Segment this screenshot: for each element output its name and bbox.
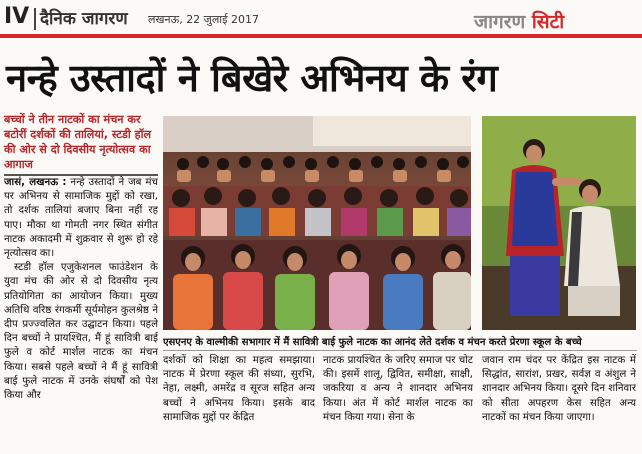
section-title [474, 8, 564, 34]
paragraph-1: नन्हे उस्तादों ने जब मंच पर अभिनय से सामाजिक मुद्दों को रखा, तो दर्शक तालियां बजाए बिना नहीं रह पाए। मौका था गोमती नगर स्थित संगीत नाटक अकादमी में शुक्रवार से शुरू हो रहे नृत्योत्सव का। [4, 177, 158, 260]
byline: जासं, लखनऊ : [4, 177, 67, 188]
section-title-part2: सिटी [531, 11, 565, 33]
photo-caption: एसएनए के वाल्मीकी सभागार में मैं सावित्री बाई फुले नाटक का आनंद लेते दर्शक व मंचन करते प्रेरणा स्कूल के बच्चे [163, 337, 582, 348]
article-column-3 [323, 354, 473, 452]
article-column-1 [4, 176, 158, 454]
section-title-part1: जागरण [474, 11, 526, 33]
column-2-text: दर्शकों को शिक्षा का महत्व समझाया। नाटक में प्रेरणा स्कूल की संध्या, सुरभि, नेहा, लक्ष्मी, अमरेंद्र व सूरज सहित अन्य बच्चों ने अभिनय किया। इसके बाद सामाजिक मुद्दों पर केंद्रित [163, 355, 315, 423]
page-number: IV [4, 4, 30, 29]
column-3-text: नाटक प्रायश्चित के जरिए समाज पर चोट की। इसमें शालू, द्विवित, समीक्षा, साक्षी, जकरिया व अन्य ने शानदार अभिनय किया। अंत में कोर्ट मार्शल नाटक का मंचन किया गया। सेना के [323, 355, 473, 423]
dateline: लखनऊ, 22 जुलाई 2017 [148, 13, 260, 26]
deck-summary: बच्चों ने तीन नाटकों का मंचन कर बटोरीं दर्शकों की तालियां, स्टडी हॉल की ओर से दो दिवसीय नृत्योत्सव का आगाज [4, 113, 152, 171]
paragraph-2: स्टडी हॉल एजुकेशनल फाउंडेशन के युवा मंच की ओर से दो दिवसीय नृत्य प्रतियोगिता का आयोजन किया। मुख्य अतिथि वरिष्ठ रंगकर्मी सूर्यमोहन कुलश्रेष्ठ ने दीप प्रज्ज्वलित कर उद्घाटन किया। पहले दिन बच्चों ने प्रायश्चित, मैं हूं सावित्री बाई फुले व कोर्ट मार्शल नाटक का मंचन किया। सबसे पहले बच्चों ने मैं हूं सावित्री बाई फुले नाटक में उनके संघर्षों को पेश किया और [4, 262, 158, 402]
caption-divider [163, 350, 637, 351]
masthead-rule [0, 34, 642, 38]
audience-photo [163, 116, 471, 330]
page-number-divider [34, 8, 36, 30]
headline: नन्हे उस्तादों ने बिखेरे अभिनय के रंग [6, 56, 498, 100]
performers-photo [482, 116, 636, 330]
article-column-2 [163, 354, 315, 452]
newspaper-name: दैनिक जागरण [40, 9, 128, 29]
article-column-4 [482, 354, 636, 452]
column-4-text: जवान राम चंदर पर केंद्रित इस नाटक में सिद्धांत, सारांश, प्रखर, सर्वज्ञ व अंशुल ने शानदार अभिनय किया। दूसरे दिन शनिवार को सीता अपहरण केस सहित अन्य नाटकों का मंचन किया जाएगा। [482, 355, 636, 423]
